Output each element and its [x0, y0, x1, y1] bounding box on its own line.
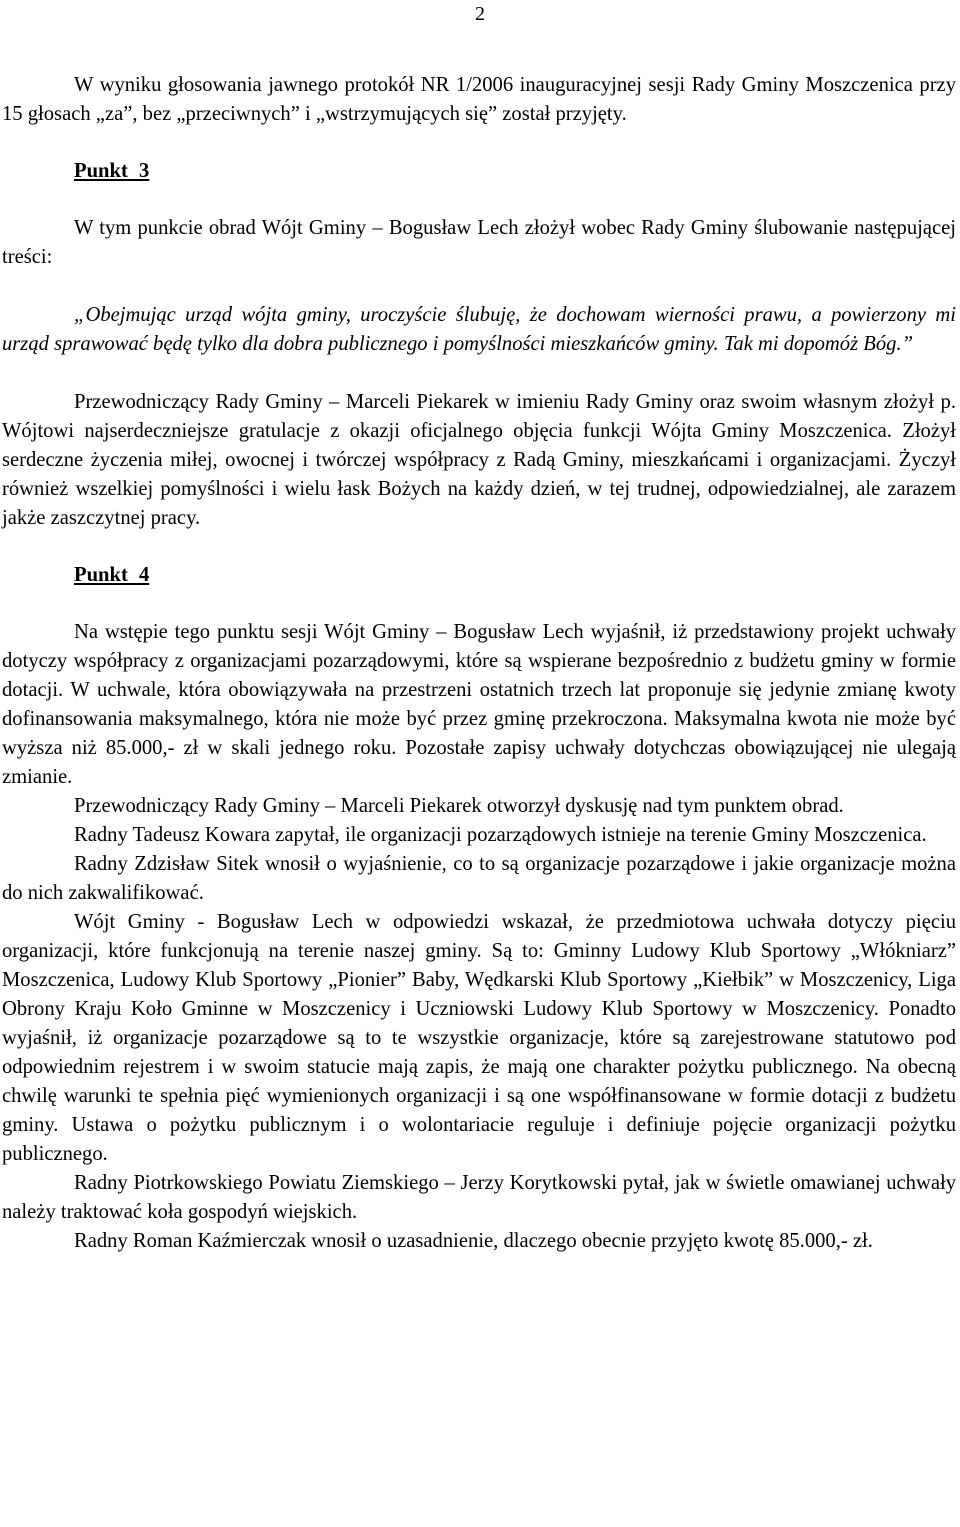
spacer: [2, 533, 956, 561]
paragraph-question-sitek: Radny Zdzisław Sitek wnosił o wyjaśnienie, co to są organizacje pozarządowe i jakie organizacje można do nich zakwalifikować.: [2, 853, 956, 904]
spacer: [2, 590, 956, 618]
paragraph-question-kowara: Radny Tadeusz Kowara zapytał, ile organizacji pozarządowych istnieje na terenie Gminy Moszczenica.: [74, 824, 927, 846]
paragraph-question-korytkowski: Radny Piotrkowskiego Powiatu Ziemskiego – Jerzy Korytkowski pytał, jak w świetle omawianej uchwały należy traktować koła gospodyń wiejskich.: [2, 1172, 956, 1223]
spacer: [2, 129, 956, 157]
page-number: 2: [475, 3, 485, 25]
spacer: [2, 186, 956, 214]
paragraph-answer-wojt: Wójt Gminy - Bogusław Lech w odpowiedzi wskazał, że przedmiotowa uchwała dotyczy pięciu organizacji, które funkcjonują na terenie naszej gminy. Są to: Gminny Ludowy Klub Sportowy „Włókniarz” Moszczenica, Ludowy Klub Sportowy „Pionier” Baby, Wędkarski Klub Sportowy „Kiełbik” w Moszczenicy, Liga Obrony Kraju Koło Gminne w Moszczenicy i Uczniowski Ludowy Klub Sportowy w Moszczenicy. Ponadto wyjaśnił, iż organizacje pozarządowe są to te wszystkie organizacje, które są zarejestrowane statutowo pod odpowiednim rejestrem i w swoim statucie mają zapis, że mają one charakter pożytku publicznego. Na obecną chwilę warunki te spełnia pięć wymienionych organizacji i są one współfinansowane w formie dotacji z budżetu gminy. Ustawa o pożytku publicznym i o wolontariacie reguluje i definiuje pojęcie organizacji pożytku publicznego.: [2, 911, 956, 1165]
document-body: [2, 71, 956, 1256]
section-heading-punkt-4: Punkt 4: [74, 564, 150, 586]
spacer: [2, 272, 956, 301]
paragraph-congratulations: Przewodniczący Rady Gminy – Marceli Piekarek w imieniu Rady Gminy oraz swoim własnym złożył p. Wójtowi najserdeczniejsze gratulacje z okazji oficjalnego objęcia funkcji Wójta Gminy Moszczenica. Złożył serdeczne życzenia miłej, owocnej i twórczej współpracy z Radą Gminy, mieszkańcami i organizacjami. Życzył również wszelkiej pomyślności i wielu łask Bożych na każdy dzień, w tej trudnej, odpowiedzialnej, ale zarazem jakże zaszczytnej pracy.: [2, 391, 956, 529]
oath-text: „Obejmując urząd wójta gminy, uroczyście ślubuję, że dochowam wierności prawu, a powierzony mi urząd sprawować będę tylko dla dobra publicznego i pomyślności mieszkańców gminy. Tak mi dopomóż Bóg.”: [2, 304, 956, 355]
paragraph-question-kazmierczak: Radny Roman Kaźmierczak wnosił o uzasadnienie, dlaczego obecnie przyjęto kwotę 85.000,- zł.: [74, 1230, 873, 1252]
section-heading-punkt-3: Punkt 3: [74, 160, 150, 182]
paragraph-resolution-intro: Na wstępie tego punktu sesji Wójt Gminy – Bogusław Lech wyjaśnił, iż przedstawiony projekt uchwały dotyczy współpracy z organizacjami pozarządowymi, które są wspierane bezpośrednio z budżetu gminy w formie dotacji. W uchwale, która obowiązywała na przestrzeni ostatnich trzech lat proponuje się jedynie zmianę kwoty dofinansowania maksymalnego, która nie może być przez gminę przekroczona. Maksymalna kwota nie może być wyższa niż 85.000,- zł w skali jednego roku. Pozostałe zapisy uchwały dotychczas obowiązującej nie ulegają zmianie.: [2, 621, 956, 788]
spacer: [2, 359, 956, 388]
paragraph-discussion-open: Przewodniczący Rady Gminy – Marceli Piekarek otworzył dyskusję nad tym punktem obrad.: [74, 795, 844, 817]
paragraph-oath-intro: W tym punkcie obrad Wójt Gminy – Bogusław Lech złożył wobec Rady Gminy ślubowanie następującej treści:: [2, 217, 956, 268]
paragraph-vote-result: W wyniku głosowania jawnego protokół NR 1/2006 inauguracyjnej sesji Rady Gminy Moszczenica przy 15 głosach „za”, bez „przeciwnych” i „wstrzymujących się” został przyjęty.: [2, 74, 956, 125]
